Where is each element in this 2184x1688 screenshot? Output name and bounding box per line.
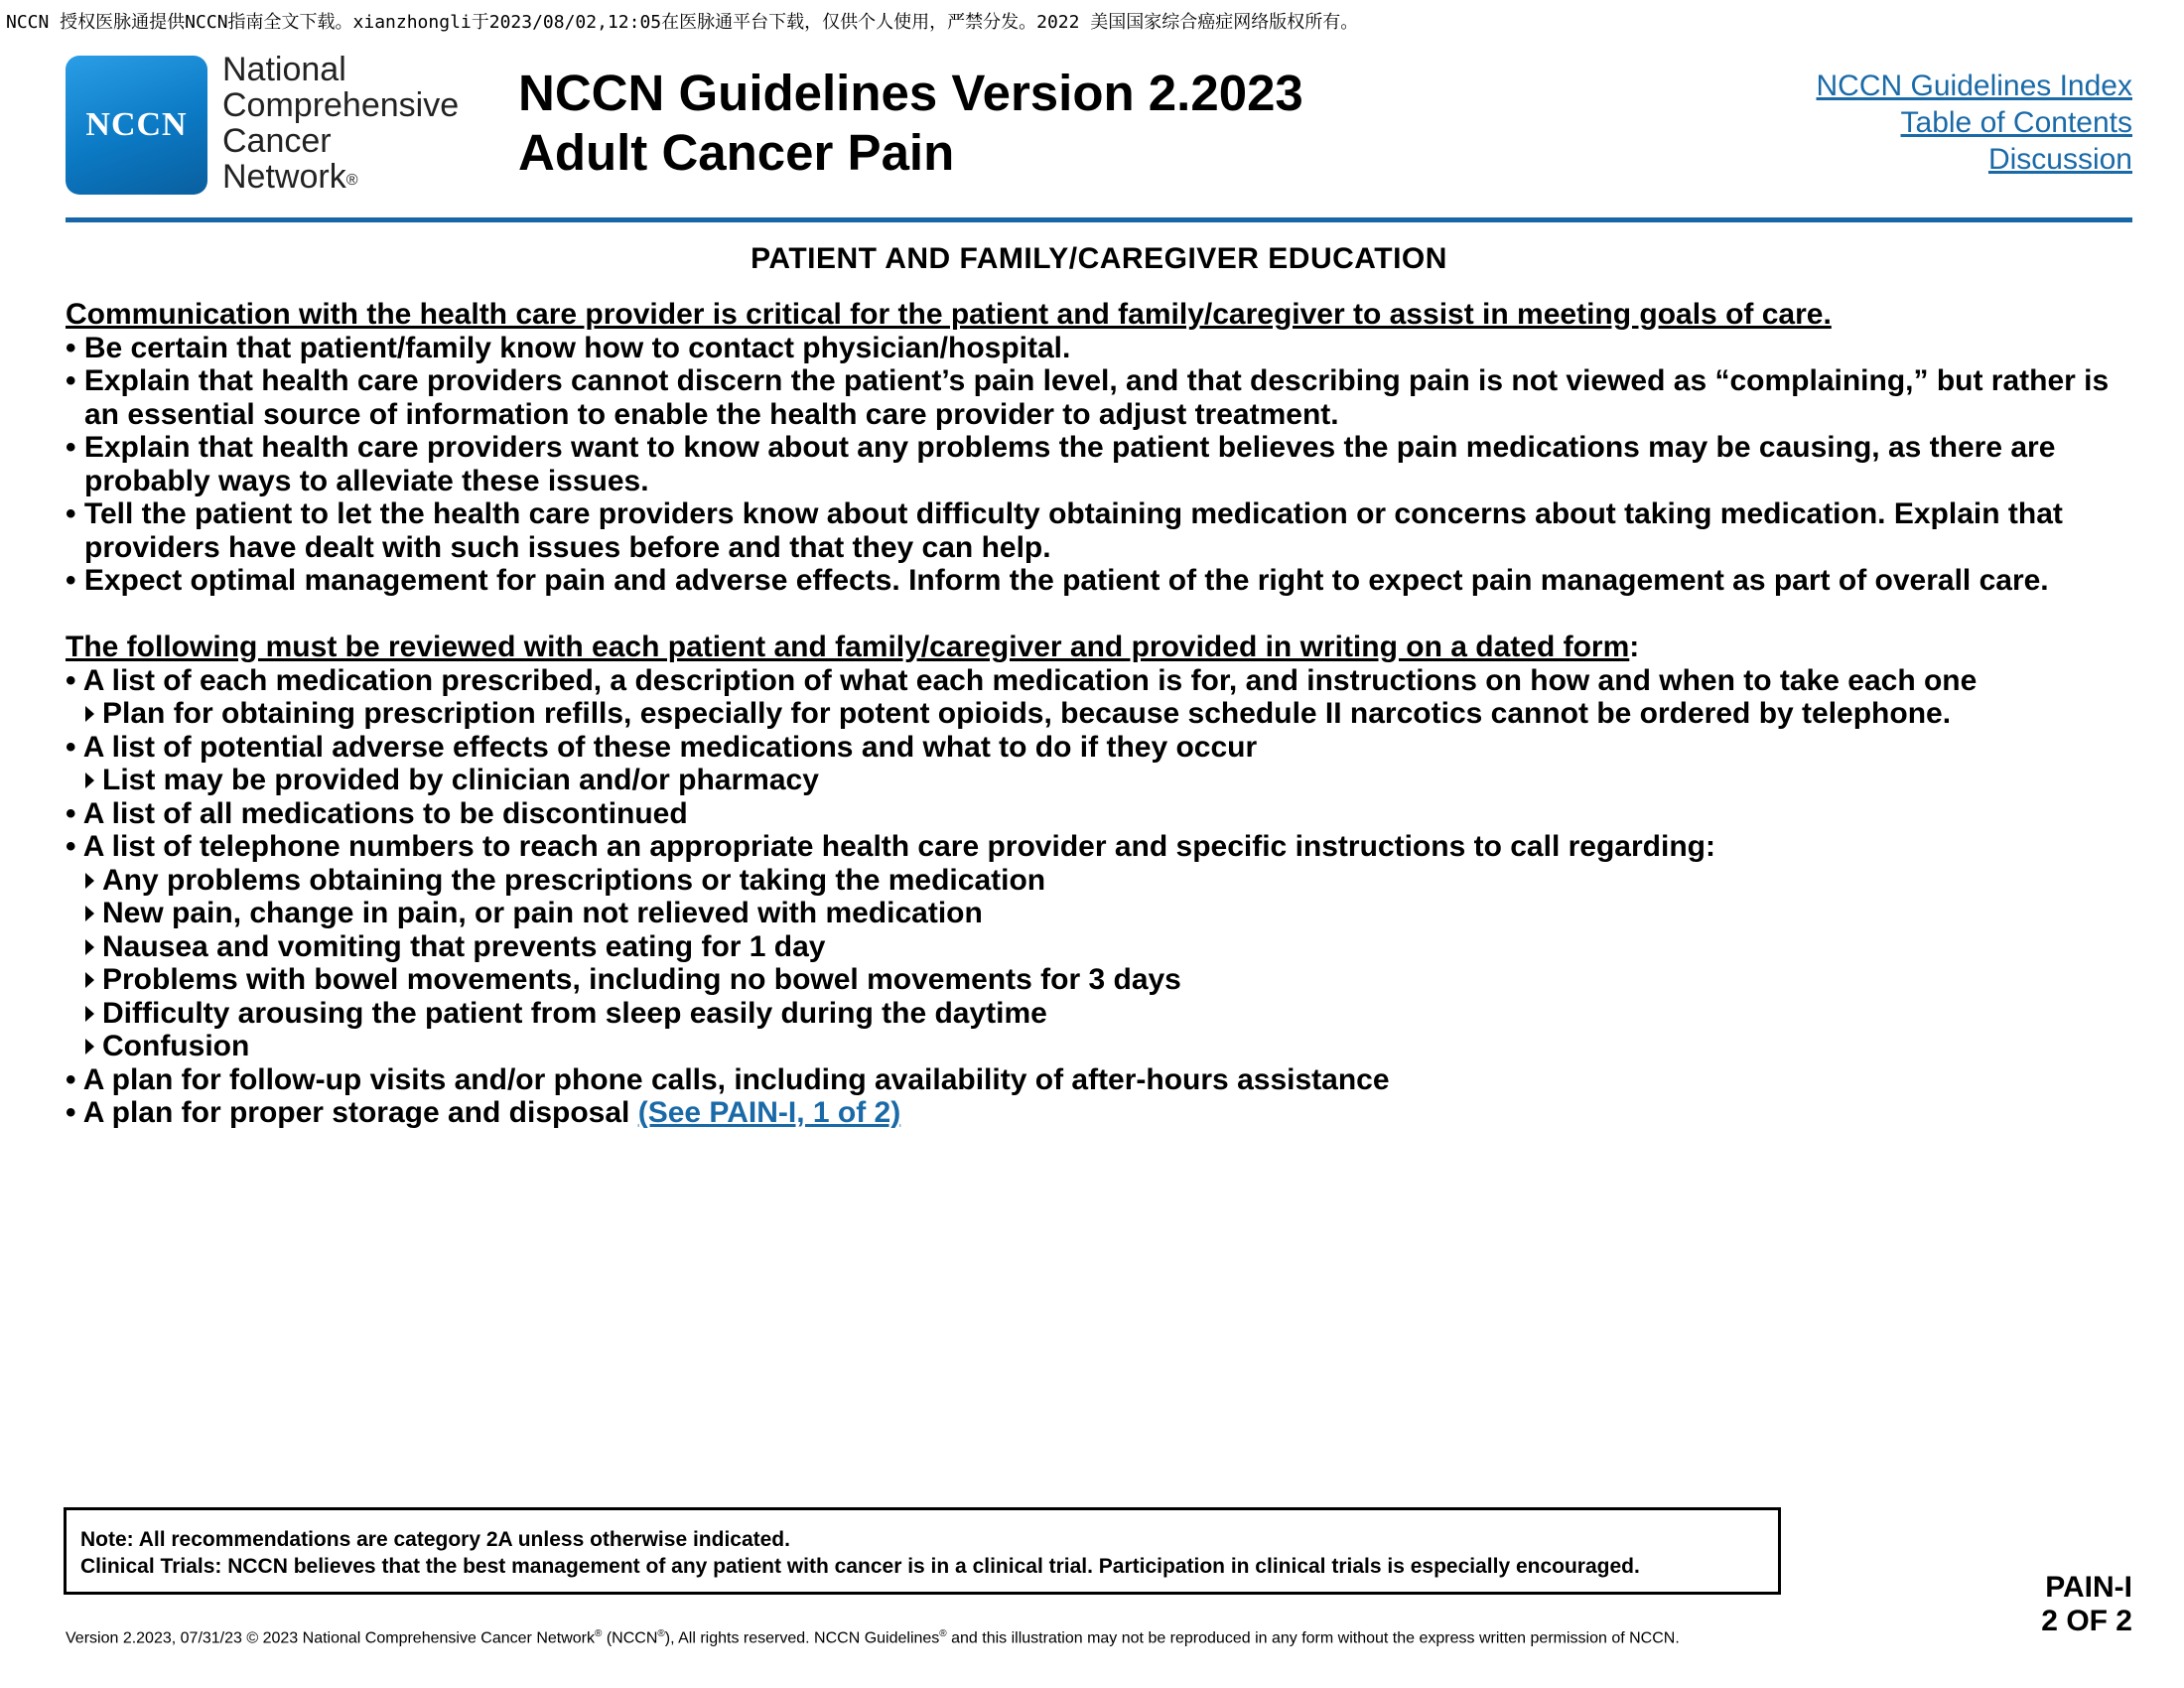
sub-list-item: Any problems obtaining the prescriptions or taking the medication xyxy=(66,864,2140,898)
nav-links xyxy=(1817,68,2132,178)
sub-list-item: List may be provided by clinician and/or pharmacy xyxy=(66,764,2140,797)
list-item: • A plan for proper storage and disposal (See PAIN-I, 1 of 2) xyxy=(66,1096,901,1129)
registered-mark: ® xyxy=(345,172,358,189)
table-of-contents-link[interactable]: Table of Contents xyxy=(1900,106,2132,139)
logo-text: NCCN xyxy=(85,106,188,143)
list-item: • Explain that health care providers cannot discern the patient’s pain level, and that describing pain is not viewed as “complaining,” but rather is an essential source of information to enable the health care provider to adjust treatment. xyxy=(66,364,2110,431)
discussion-link[interactable]: Discussion xyxy=(1987,143,2132,176)
list-item: • A list of potential adverse effects of these medications and what to do if they occur xyxy=(66,730,1258,764)
sub-list-item: Difficulty arousing the patient from sleep easily during the daytime xyxy=(66,997,2140,1031)
list-item: • Tell the patient to let the health care providers know about difficulty obtaining medication or concerns about taking medication. Explain that providers have dealt with such issues before and that they can help. xyxy=(66,497,2063,564)
sub-list-item: New pain, change in pain, or pain not relieved with medication xyxy=(66,897,2140,930)
section-title: PATIENT AND FAMILY/CAREGIVER EDUCATION xyxy=(751,242,1447,275)
note-box xyxy=(64,1507,1781,1595)
list-item: • Explain that health care providers want to know about any problems the patient believes the pain medications may be causing, as there are probably ways to alleviate these issues. xyxy=(66,431,2056,497)
guideline-topic-title: Adult Cancer Pain xyxy=(518,124,955,181)
page-count: 2 OF 2 xyxy=(2041,1605,2132,1637)
sub-list-item: Plan for obtaining prescription refills, especially for potent opioids, because schedule II narcotics cannot be ordered by telephone. xyxy=(66,697,2140,731)
copyright-footer: Version 2.2023, 07/31/23 © 2023 National Comprehensive Cancer Network® (NCCN®), All rights reserved. NCCN Guidelines® and this illustration may not be reproduced in any form without the express written permission of NCCN. xyxy=(66,1628,1680,1647)
guidelines-index-link[interactable]: NCCN Guidelines Index xyxy=(1816,70,2132,102)
sub-list-item: Confusion xyxy=(66,1030,2140,1063)
list-item: • A plan for follow-up visits and/or phone calls, including availability of after-hours assistance xyxy=(66,1062,1390,1096)
triangle-bullet-icon xyxy=(85,939,94,955)
list-item: • Expect optimal management for pain and adverse effects. Inform the patient of the right to expect pain management as part of overall care. xyxy=(66,564,2049,597)
sub-list-item: Problems with bowel movements, including no bowel movements for 3 days xyxy=(66,963,2140,997)
list-item: • A list of telephone numbers to reach an appropriate health care provider and specific instructions to call regarding: xyxy=(66,830,1715,863)
page-identifier xyxy=(2041,1571,2132,1638)
triangle-bullet-icon xyxy=(85,1039,94,1055)
triangle-bullet-icon xyxy=(85,972,94,988)
org-line: Comprehensive xyxy=(222,86,460,124)
category-note: Note: All recommendations are category 2A unless otherwise indicated. xyxy=(80,1528,790,1551)
sub-list-item: Nausea and vomiting that prevents eating for 1 day xyxy=(66,930,2140,964)
page-code: PAIN-I xyxy=(2045,1571,2132,1604)
list-item: • Be certain that patient/family know how to contact physician/hospital. xyxy=(66,331,1071,364)
organization-name xyxy=(222,52,459,195)
triangle-bullet-icon xyxy=(85,873,94,889)
clinical-trials-note: Clinical Trials: NCCN believes that the best management of any patient with cancer is in a clinical trial. Participation in clinical trials is especially encouraged. xyxy=(80,1555,1640,1578)
main-content xyxy=(66,298,2140,1130)
communication-heading: Communication with the health care provider is critical for the patient and family/caregiver to assist in meeting goals of care. xyxy=(66,298,1832,331)
org-line: National xyxy=(222,51,346,88)
list-item: • A list of each medication prescribed, a description of what each medication is for, and instructions on how and when to take each one xyxy=(66,663,1978,697)
nccn-logo xyxy=(66,56,207,195)
list-item: • A list of all medications to be discontinued xyxy=(66,796,688,830)
page-title xyxy=(518,64,1303,183)
triangle-bullet-icon xyxy=(85,706,94,722)
guidelines-version-title: NCCN Guidelines Version 2.2023 xyxy=(518,65,1303,121)
download-watermark: NCCN 授权医脉通提供NCCN指南全文下载。xianzhongli于2023/08/02,12:05在医脉通平台下载，仅供个人使用，严禁分发。2022 美国国家综合癌症网络版权所有。 xyxy=(6,12,1359,33)
see-pain-i-link[interactable]: (See PAIN-I, 1 of 2) xyxy=(637,1096,901,1129)
header-divider xyxy=(66,217,2132,222)
triangle-bullet-icon xyxy=(85,1006,94,1022)
triangle-bullet-icon xyxy=(85,906,94,921)
review-heading: The following must be reviewed with each patient and family/caregiver and provided in writing on a dated form: xyxy=(66,631,1640,663)
org-line: Network xyxy=(222,158,346,196)
triangle-bullet-icon xyxy=(85,773,94,788)
org-line: Cancer xyxy=(222,122,332,160)
